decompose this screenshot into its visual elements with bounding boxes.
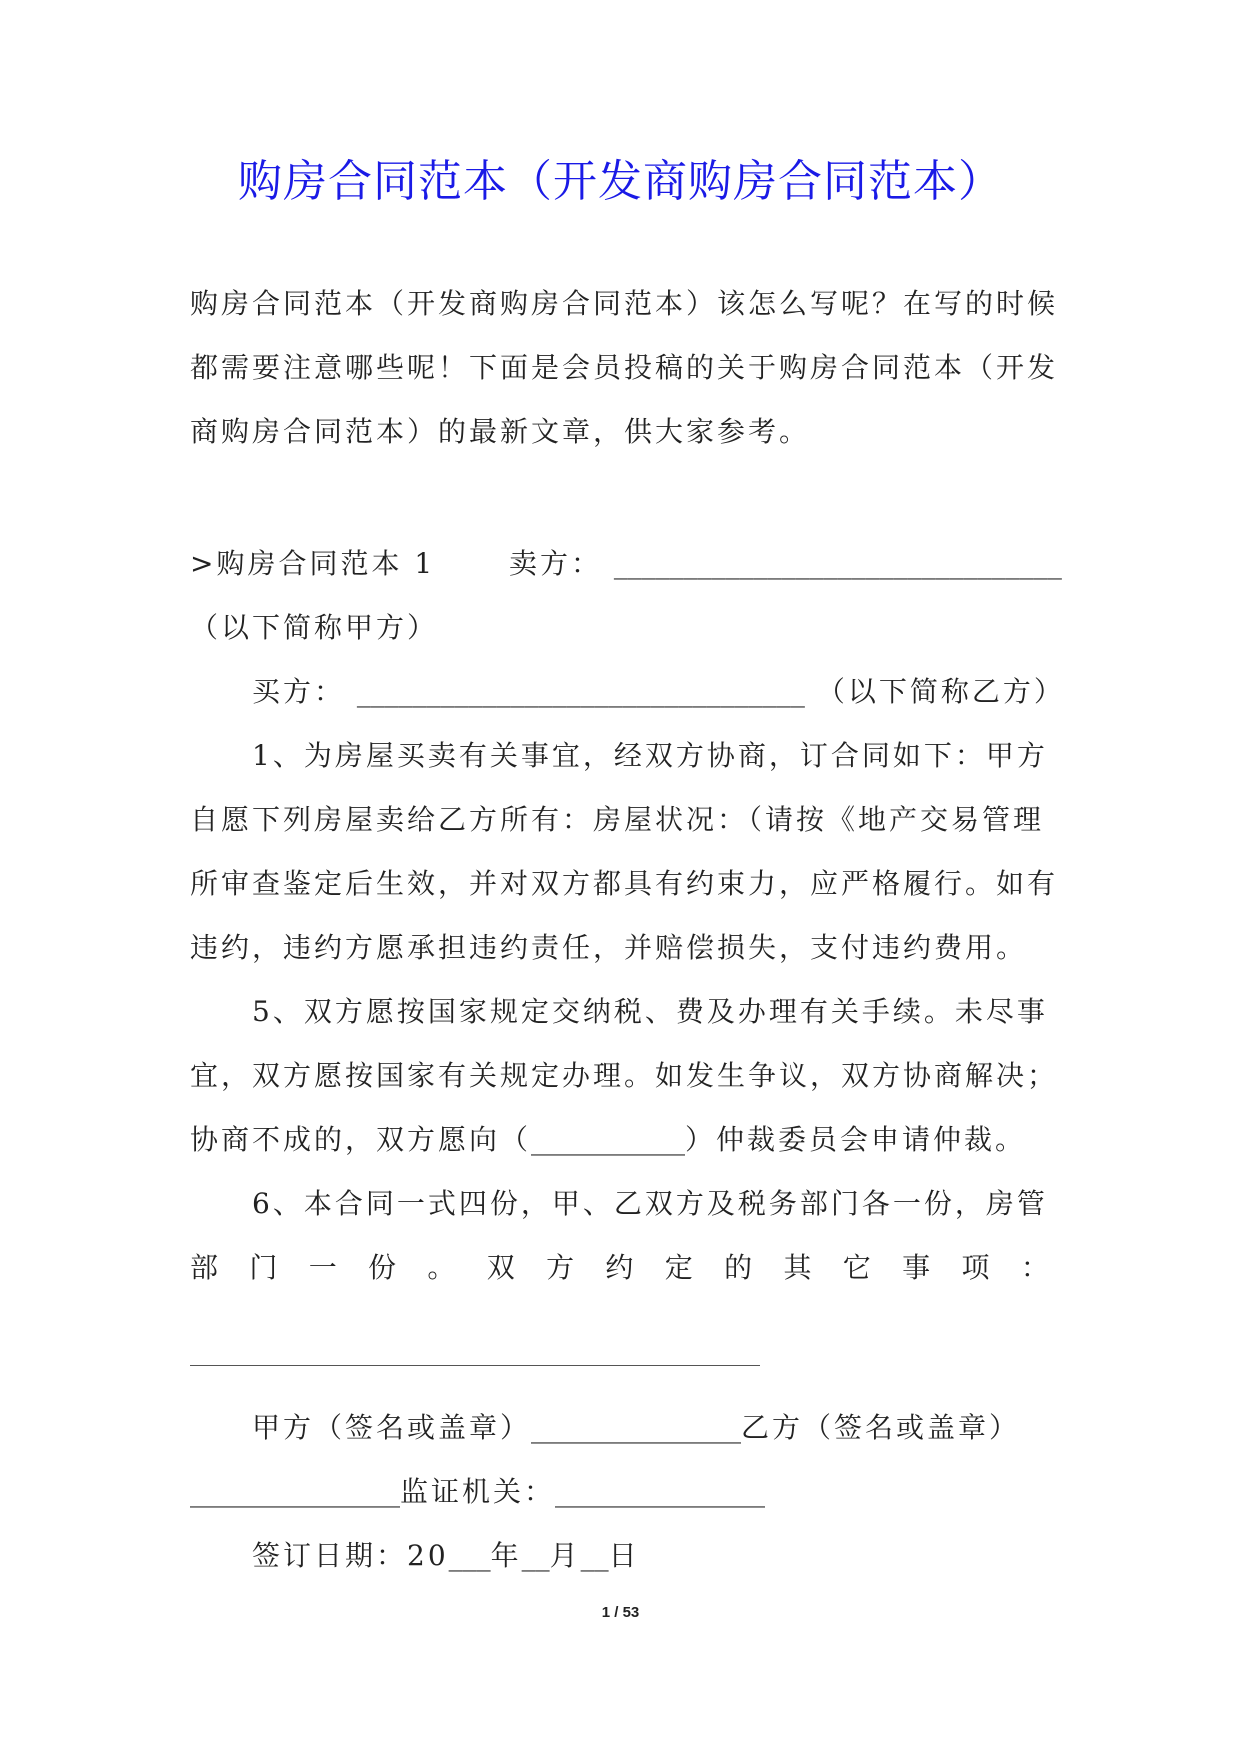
clause-5-line-2: 宜，双方愿按国家有关规定办理。如发生争议，双方协商解决； (190, 1059, 1059, 1092)
sample-heading: >购房合同范本 1 (190, 547, 436, 580)
date-row (252, 1524, 1052, 1588)
party-b-signature-label: 乙方（签名或盖章） (741, 1411, 1021, 1444)
spread-char: ： (1020, 1251, 1052, 1284)
spread-char: 份 (368, 1251, 400, 1284)
party-a-blank: _______________ (531, 1411, 742, 1444)
month-blank: __ (521, 1539, 550, 1572)
intro-line-1: 购房合同范本（开发商购房合同范本）该怎么写呢？在写的时候 (190, 287, 1059, 320)
clause-1-line-4: 违约，违约方愿承担违约责任，并赔偿损失，支付违约费用。 (190, 931, 1028, 964)
buyer-note: （以下简称乙方） (816, 675, 1065, 708)
signature-row (252, 1396, 1052, 1460)
seller-label: 卖方： (509, 547, 603, 580)
spread-char: 方 (546, 1251, 578, 1284)
year-label: 年 (490, 1539, 522, 1572)
clause-1-line-1: 1、为房屋买卖有关事宜，经双方协商，订合同如下：甲方 (252, 739, 1048, 772)
month-label: 月 (549, 1539, 581, 1572)
spread-char: 的 (724, 1251, 756, 1284)
buyer-row (252, 660, 1065, 724)
blank-underline (190, 1365, 760, 1366)
spread-char: 它 (842, 1251, 874, 1284)
party-b-blank: _______________ (190, 1475, 400, 1508)
buyer-label: 买方： (252, 675, 346, 708)
clause-6-line-1: 6、本合同一式四份，甲、乙双方及税务部门各一份，房管 (252, 1187, 1048, 1220)
seller-note: （以下简称甲方） (190, 611, 439, 644)
clause-6-spread-text (190, 1236, 1052, 1300)
clause-5-line-3-start: 协商不成的，双方愿向（ (190, 1123, 532, 1156)
sample-heading-row (190, 532, 1062, 596)
intro-line-2: 都需要注意哪些呢！下面是会员投稿的关于购房合同范本（开发 (190, 351, 1059, 384)
clause-5-line-3 (190, 1108, 1052, 1172)
buyer-blank: ________________________________ (356, 675, 805, 708)
spread-char: 约 (605, 1251, 637, 1284)
arbitration-blank: ___________ (531, 1123, 686, 1156)
year-blank: ___ (448, 1539, 491, 1572)
spread-char: 项 (961, 1251, 993, 1284)
spread-char: 其 (783, 1251, 815, 1284)
day-blank: __ (580, 1539, 609, 1572)
spread-char: 定 (664, 1251, 696, 1284)
day-label: 日 (608, 1539, 640, 1572)
intro-line-3: 商购房合同范本）的最新文章，供大家参考。 (190, 415, 811, 448)
spread-char: 事 (902, 1251, 934, 1284)
spread-char: 一 (308, 1251, 340, 1284)
authority-label: 监证机关： (400, 1475, 556, 1508)
spread-char: 。 (427, 1251, 459, 1284)
clause-1-line-2: 自愿下列房屋卖给乙方所有：房屋状况：（请按《地产交易管理 (190, 803, 1045, 836)
page-number: 1 / 53 (601, 1604, 640, 1621)
document-title: 购房合同范本（开发商购房合同范本） (238, 156, 1003, 207)
clause-1-line-3: 所审查鉴定后生效，并对双方都具有约束力，应严格履行。如有 (190, 867, 1059, 900)
clause-5-line-3-end: ）仲裁委员会申请仲裁。 (685, 1123, 1027, 1156)
spread-char: 部 (190, 1251, 222, 1284)
party-a-signature-label: 甲方（签名或盖章） (252, 1411, 532, 1444)
clause-5-line-1: 5、双方愿按国家规定交纳税、费及办理有关手续。未尽事 (252, 995, 1048, 1028)
clause-6-line-2 (190, 1236, 1052, 1300)
seller-blank: ________________________________ (613, 547, 1062, 580)
spread-char: 门 (249, 1251, 281, 1284)
spread-char: 双 (486, 1251, 518, 1284)
authority-row (190, 1460, 1052, 1524)
authority-blank: _______________ (555, 1475, 766, 1508)
date-label: 签订日期：20 (252, 1539, 449, 1572)
